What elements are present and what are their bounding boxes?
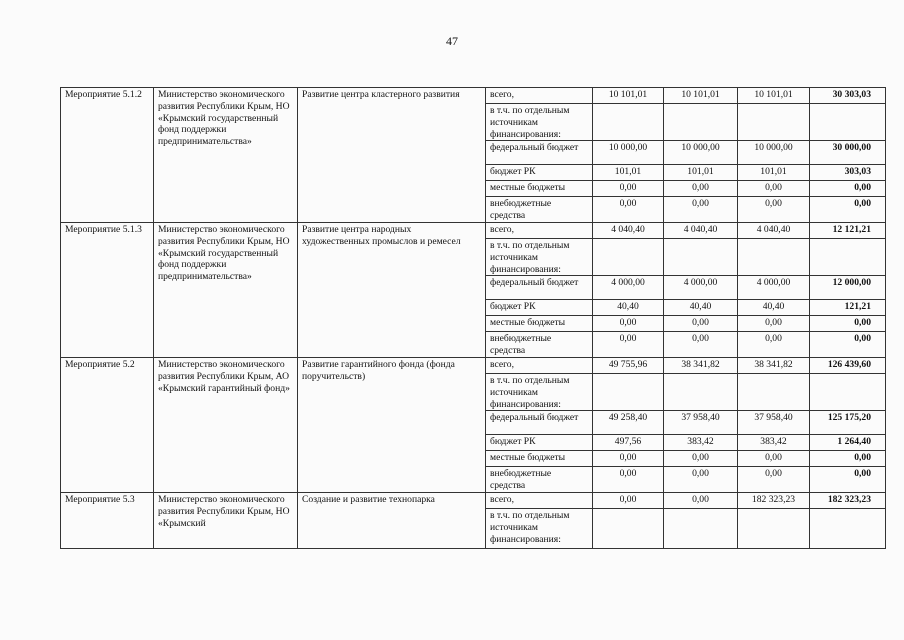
value-cell [664,238,738,275]
description-cell: Развитие центра кластерного развития [298,88,486,223]
table-row [61,88,886,104]
value-cell [738,508,810,548]
value-cell: 10 000,00 [664,141,738,165]
total-cell: 121,21 [810,300,886,316]
value-cell: 0,00 [664,332,738,358]
table-row [61,357,886,373]
value-cell: 101,01 [664,165,738,181]
value-cell: 383,42 [738,435,810,451]
source-cell: в т.ч. по отдельным источникам финансирования: [486,104,593,141]
value-cell: 4 040,40 [664,222,738,238]
source-cell: внебюджетные средства [486,332,593,358]
value-cell: 0,00 [664,492,738,508]
source-cell: в т.ч. по отдельным источникам финансирования: [486,238,593,275]
value-cell: 0,00 [738,181,810,197]
value-cell: 0,00 [593,181,664,197]
value-cell: 38 341,82 [664,357,738,373]
value-cell: 10 101,01 [593,88,664,104]
total-cell: 30 000,00 [810,141,886,165]
source-cell: в т.ч. по отдельным источникам финансирования: [486,373,593,410]
total-cell: 126 439,60 [810,357,886,373]
value-cell: 0,00 [664,181,738,197]
description-cell: Развитие центра народных художественных промыслов и ремесел [298,222,486,357]
value-cell [593,373,664,410]
value-cell: 38 341,82 [738,357,810,373]
value-cell: 4 040,40 [738,222,810,238]
total-cell: 0,00 [810,451,886,467]
value-cell: 497,56 [593,435,664,451]
source-cell: федеральный бюджет [486,411,593,435]
source-cell: местные бюджеты [486,451,593,467]
value-cell: 4 000,00 [664,276,738,300]
value-cell: 0,00 [593,492,664,508]
organization-cell: Министерство экономического развития Республики Крым, НО «Крымский [154,492,298,548]
value-cell [664,508,738,548]
source-cell: бюджет РК [486,165,593,181]
total-cell: 0,00 [810,197,886,223]
total-cell [810,508,886,548]
total-cell [810,104,886,141]
value-cell [664,104,738,141]
source-cell: всего, [486,492,593,508]
event-cell: Мероприятие 5.1.2 [61,88,154,223]
total-cell: 12 000,00 [810,276,886,300]
value-cell: 0,00 [664,316,738,332]
value-cell: 101,01 [593,165,664,181]
source-cell: всего, [486,222,593,238]
value-cell: 0,00 [593,467,664,493]
total-cell: 303,03 [810,165,886,181]
value-cell: 40,40 [593,300,664,316]
value-cell: 4 040,40 [593,222,664,238]
source-cell: местные бюджеты [486,181,593,197]
value-cell: 0,00 [664,197,738,223]
page-number: 47 [446,34,458,48]
organization-cell: Министерство экономического развития Республики Крым, НО «Крымский государственный фонд поддержки предпринимательства» [154,88,298,223]
source-cell: федеральный бюджет [486,276,593,300]
value-cell: 10 000,00 [593,141,664,165]
total-cell: 0,00 [810,316,886,332]
value-cell [664,373,738,410]
source-cell: федеральный бюджет [486,141,593,165]
value-cell: 4 000,00 [738,276,810,300]
value-cell: 10 000,00 [738,141,810,165]
source-cell: всего, [486,88,593,104]
table-row [61,222,886,238]
value-cell [738,104,810,141]
event-cell: Мероприятие 5.2 [61,357,154,492]
value-cell: 101,01 [738,165,810,181]
value-cell [738,238,810,275]
source-cell: местные бюджеты [486,316,593,332]
source-cell: всего, [486,357,593,373]
source-cell: бюджет РК [486,435,593,451]
value-cell: 0,00 [738,197,810,223]
value-cell: 40,40 [738,300,810,316]
value-cell: 37 958,40 [664,411,738,435]
value-cell [593,508,664,548]
total-cell: 0,00 [810,332,886,358]
total-cell: 0,00 [810,467,886,493]
value-cell: 10 101,01 [738,88,810,104]
total-cell: 1 264,40 [810,435,886,451]
value-cell [593,238,664,275]
value-cell: 0,00 [664,467,738,493]
budget-table [60,87,886,549]
value-cell: 10 101,01 [664,88,738,104]
value-cell [593,104,664,141]
value-cell: 4 000,00 [593,276,664,300]
source-cell: в т.ч. по отдельным источникам финансирования: [486,508,593,548]
total-cell: 12 121,21 [810,222,886,238]
value-cell: 383,42 [664,435,738,451]
value-cell [738,373,810,410]
source-cell: внебюджетные средства [486,197,593,223]
total-cell: 30 303,03 [810,88,886,104]
value-cell: 0,00 [738,451,810,467]
description-cell: Развитие гарантийного фонда (фонда поручительств) [298,357,486,492]
source-cell: бюджет РК [486,300,593,316]
value-cell: 49 755,96 [593,357,664,373]
event-cell: Мероприятие 5.1.3 [61,222,154,357]
organization-cell: Министерство экономического развития Республики Крым, АО «Крымский гарантийный фонд» [154,357,298,492]
value-cell: 0,00 [738,332,810,358]
value-cell: 40,40 [664,300,738,316]
value-cell: 0,00 [738,467,810,493]
value-cell: 182 323,23 [738,492,810,508]
total-cell: 0,00 [810,181,886,197]
value-cell: 0,00 [593,332,664,358]
value-cell: 0,00 [593,197,664,223]
total-cell: 182 323,23 [810,492,886,508]
value-cell: 0,00 [664,451,738,467]
value-cell: 0,00 [738,316,810,332]
total-cell [810,373,886,410]
organization-cell: Министерство экономического развития Республики Крым, НО «Крымский государственный фонд поддержки предпринимательства» [154,222,298,357]
value-cell: 37 958,40 [738,411,810,435]
value-cell: 49 258,40 [593,411,664,435]
event-cell: Мероприятие 5.3 [61,492,154,548]
value-cell: 0,00 [593,451,664,467]
source-cell: внебюджетные средства [486,467,593,493]
total-cell [810,238,886,275]
total-cell: 125 175,20 [810,411,886,435]
table-row [61,492,886,508]
description-cell: Создание и развитие технопарка [298,492,486,548]
value-cell: 0,00 [593,316,664,332]
